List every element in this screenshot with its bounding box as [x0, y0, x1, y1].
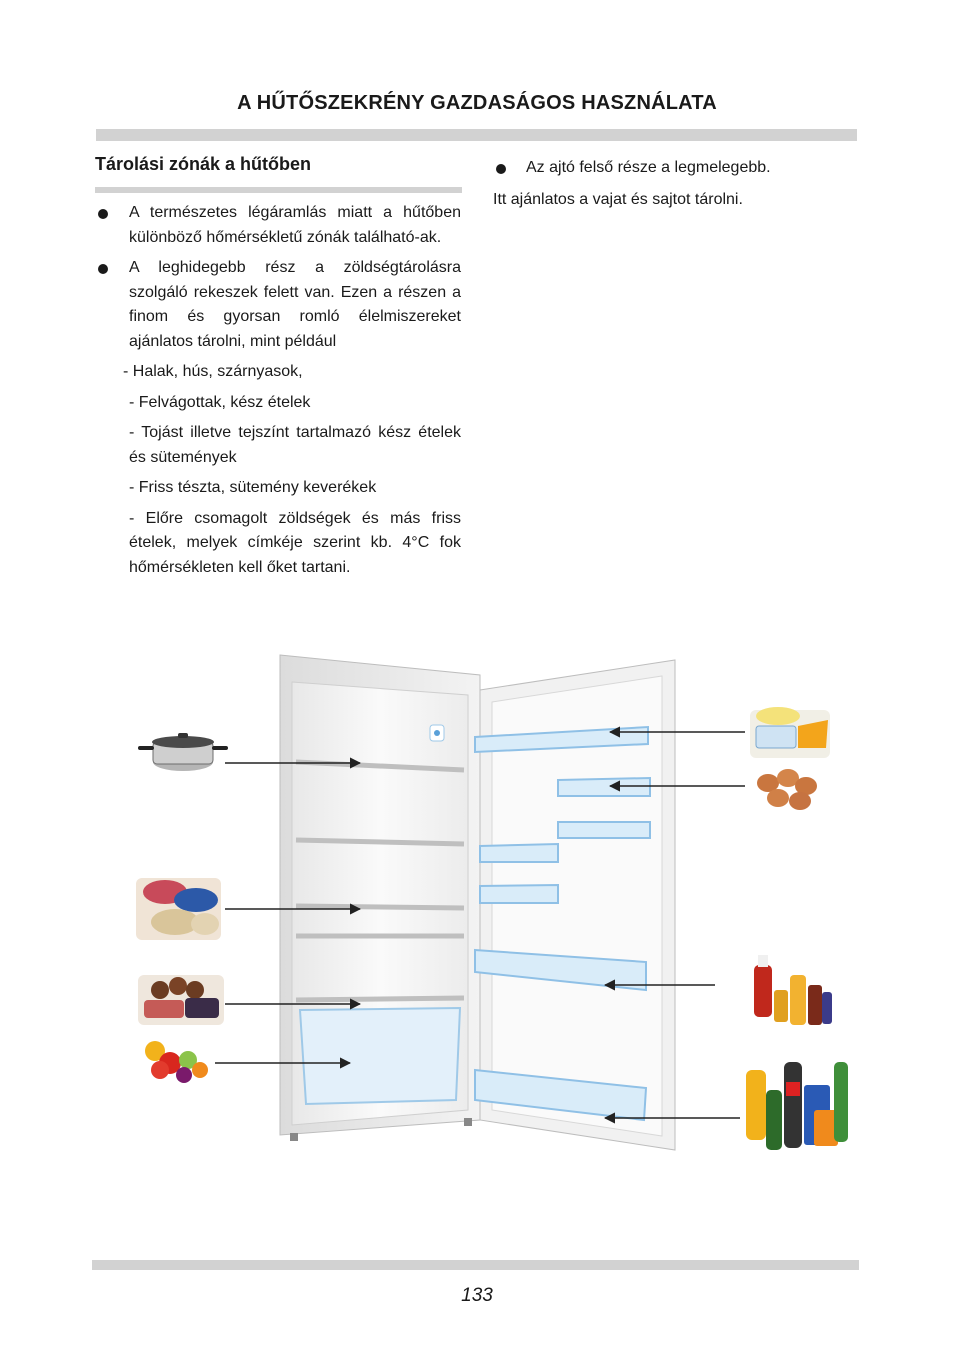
bullet-text: Az ajtó felső része a legmelegebb.	[526, 159, 771, 176]
butter-cheese-icon	[750, 707, 830, 758]
jars-icon	[754, 955, 832, 1025]
right-column	[493, 156, 853, 212]
section-title: Tárolási zónák a hűtőben	[95, 154, 312, 174]
fridge-door	[475, 660, 675, 1150]
left-column	[95, 201, 461, 586]
dash-item: - Előre csomagolt zöldségek és más friss ételek, melyek címkéje szerint kb. 4°C fok hőmérsékleten kell őket tartani.	[129, 509, 461, 576]
bullet-text: A természetes légáramlás miatt a hűtőben különböző hőmérsékletű zónák található-ak.	[129, 204, 461, 246]
title-divider	[96, 129, 857, 141]
fridge-zones-figure	[130, 630, 860, 1190]
bullet-text: A leghidegebb rész a zöldségtárolásra szolgáló rekeszek felett van. Ezen a részen a finom és gyorsan romló élelmiszereket ajánlatos tárolni, mint például	[129, 259, 461, 350]
bullet-icon	[496, 164, 506, 174]
bottles-icon	[746, 1062, 848, 1150]
page-number: 133	[461, 1285, 493, 1306]
pot-icon	[138, 733, 228, 771]
bullet-item	[95, 256, 461, 354]
page-title: A HŰTŐSZEKRÉNY GAZDASÁGOS HASZNÁLATA	[237, 92, 717, 114]
bullet-item	[493, 156, 853, 181]
eggs-icon	[757, 769, 817, 810]
right-paragraph: Itt ajánlatos a vajat és sajtot tárolni.	[493, 190, 743, 208]
section-divider	[95, 187, 462, 193]
fruit-icon	[145, 1041, 208, 1083]
dash-item: - Friss tészta, sütemény keverékek	[129, 479, 377, 496]
meat-icon	[138, 975, 224, 1025]
bullet-icon	[98, 209, 108, 219]
sausage-package-icon	[136, 878, 221, 940]
bullet-icon	[98, 264, 108, 274]
dash-item: - Tojást illetve tejszínt tartalmazó kész ételek és sütemények	[129, 424, 461, 466]
dash-item: - Halak, hús, szárnyasok,	[123, 363, 303, 380]
footer-divider	[92, 1260, 859, 1270]
bullet-item	[95, 201, 461, 250]
dash-item: - Felvágottak, kész ételek	[129, 393, 311, 411]
fridge-cabinet	[280, 655, 480, 1141]
